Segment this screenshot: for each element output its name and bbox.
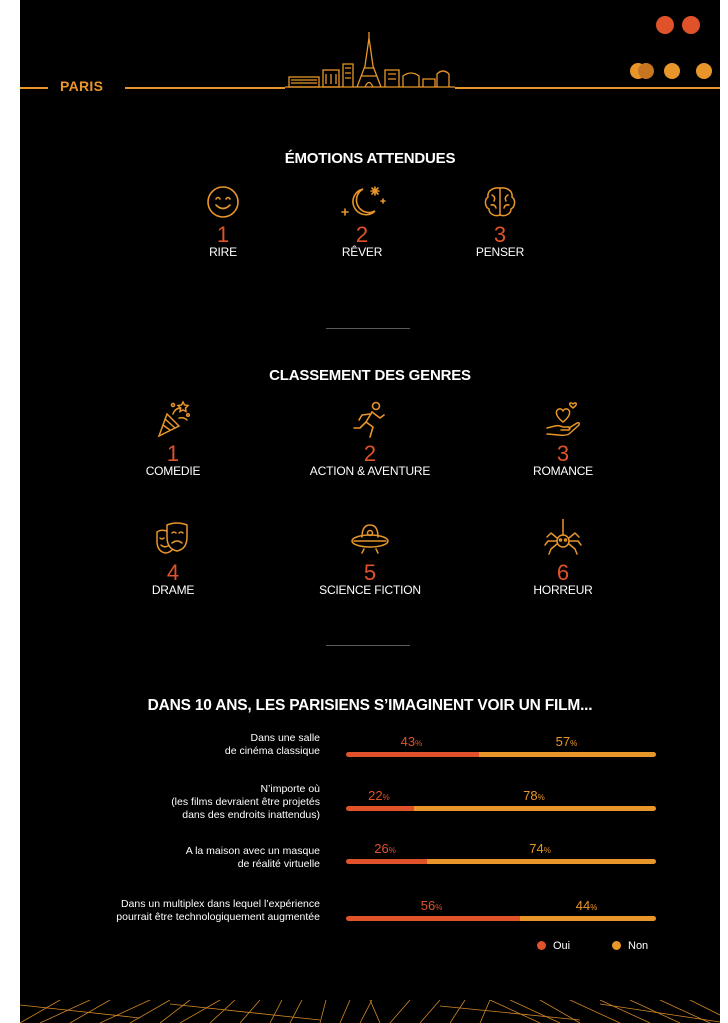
bar-segment-oui [346,806,414,811]
genre-item [93,519,253,597]
pct-non: 57% [555,734,578,749]
genre-item [483,400,643,478]
pct-oui: 43% [400,734,423,749]
bar-label-line: Dans un multiplex dans lequel l’expérience [120,898,320,910]
pct-oui: 56% [420,898,443,913]
future-title: DANS 10 ANS, LES PARISIENS S’IMAGINENT VOIR UN FILM... [147,697,593,714]
decor-dot [638,63,654,79]
bar-segment-oui [346,859,427,864]
bar-label-line: dans des endroits inattendus) [182,809,320,821]
bar-label [40,845,320,871]
bar-label-line: A la maison avec un masque [185,845,320,857]
decor-dot [696,63,712,79]
genre-label: ACTION & AVENTURE [309,464,431,478]
bar-segment-non [479,752,656,757]
genre-rank: 1 [166,441,180,466]
header-rule-mid [125,87,285,89]
bar-label-line: de cinéma classique [224,745,320,757]
genre-label: ROMANCE [533,464,593,478]
bar-segment-oui [346,752,479,757]
moon-stars-icon [337,183,387,221]
legend-oui-swatch [537,941,546,950]
genre-label: COMEDIE [145,464,201,478]
theater-masks-icon [153,519,193,559]
bar-segment-oui [346,916,520,921]
section-divider [326,328,410,329]
genre-item [290,400,450,478]
genre-rank: 4 [166,560,180,585]
bar-label [40,732,320,758]
genre-rank: 2 [363,441,377,466]
genre-rank: 6 [556,560,570,585]
pct-non: 44% [575,898,598,913]
emotion-label: RÊVER [341,245,383,259]
ufo-icon [350,519,390,559]
genre-rank: 5 [363,560,377,585]
genre-label: SCIENCE FICTION [319,583,421,597]
decor-dot [664,63,680,79]
stacked-bar [346,806,656,811]
emotion-rank: 2 [355,222,369,247]
city-title: PARIS [60,78,104,94]
stacked-bar [346,752,656,757]
legend-non-label: Non [628,940,649,952]
emotion-label: RIRE [209,245,237,259]
legend-non [612,940,648,952]
section-divider [326,645,410,646]
genres-title: CLASSEMENT DES GENRES [269,367,471,384]
bar-label-line: pourrait être technologiquement augmentée [116,911,320,923]
pct-non: 74% [529,841,551,856]
bar-label [40,898,320,924]
emotion-rank: 3 [493,222,507,247]
legend-oui-label: Oui [553,940,571,952]
spider-icon [543,519,583,559]
bar-segment-non [414,806,656,811]
bar-label-line: Dans une salle [250,732,320,744]
header-rule-right [455,87,720,89]
bar-segment-non [520,916,656,921]
bar-segment-non [427,859,656,864]
legend-oui [537,940,570,952]
paris-skyline-icon [285,30,455,90]
pct-oui: 26% [374,841,396,856]
emotion-item [282,183,442,259]
emotions-title: ÉMOTIONS ATTENDUES [284,150,456,167]
stacked-bar [346,859,656,864]
footer-rays-decoration [20,1000,720,1023]
heart-hand-icon [543,400,583,440]
emotion-rank: 1 [216,222,230,247]
party-popper-icon [153,400,193,440]
emotion-item [420,183,580,259]
bar-label-line: de réalité virtuelle [237,858,320,870]
header-rule-left [20,87,48,89]
decor-dot [682,16,700,34]
legend-non-swatch [612,941,621,950]
smiley-icon [204,183,242,221]
stacked-bar [346,916,656,921]
genre-label: HORREUR [533,583,593,597]
pct-oui: 22% [368,788,390,803]
bar-label [40,783,320,822]
genre-rank: 3 [556,441,570,466]
genre-label: DRAME [151,583,195,597]
genre-item [483,519,643,597]
emotion-label: PENSER [475,245,525,259]
pct-non: 78% [523,788,545,803]
brain-icon [481,183,519,221]
bar-label-line: (les films devraient être projetés [171,796,320,808]
genre-item [290,519,450,597]
genre-item [93,400,253,478]
bar-label-line: N’importe où [260,783,320,795]
decor-dot [656,16,674,34]
infographic-page [20,0,720,1023]
emotion-item [143,183,303,259]
running-man-icon [350,400,390,440]
